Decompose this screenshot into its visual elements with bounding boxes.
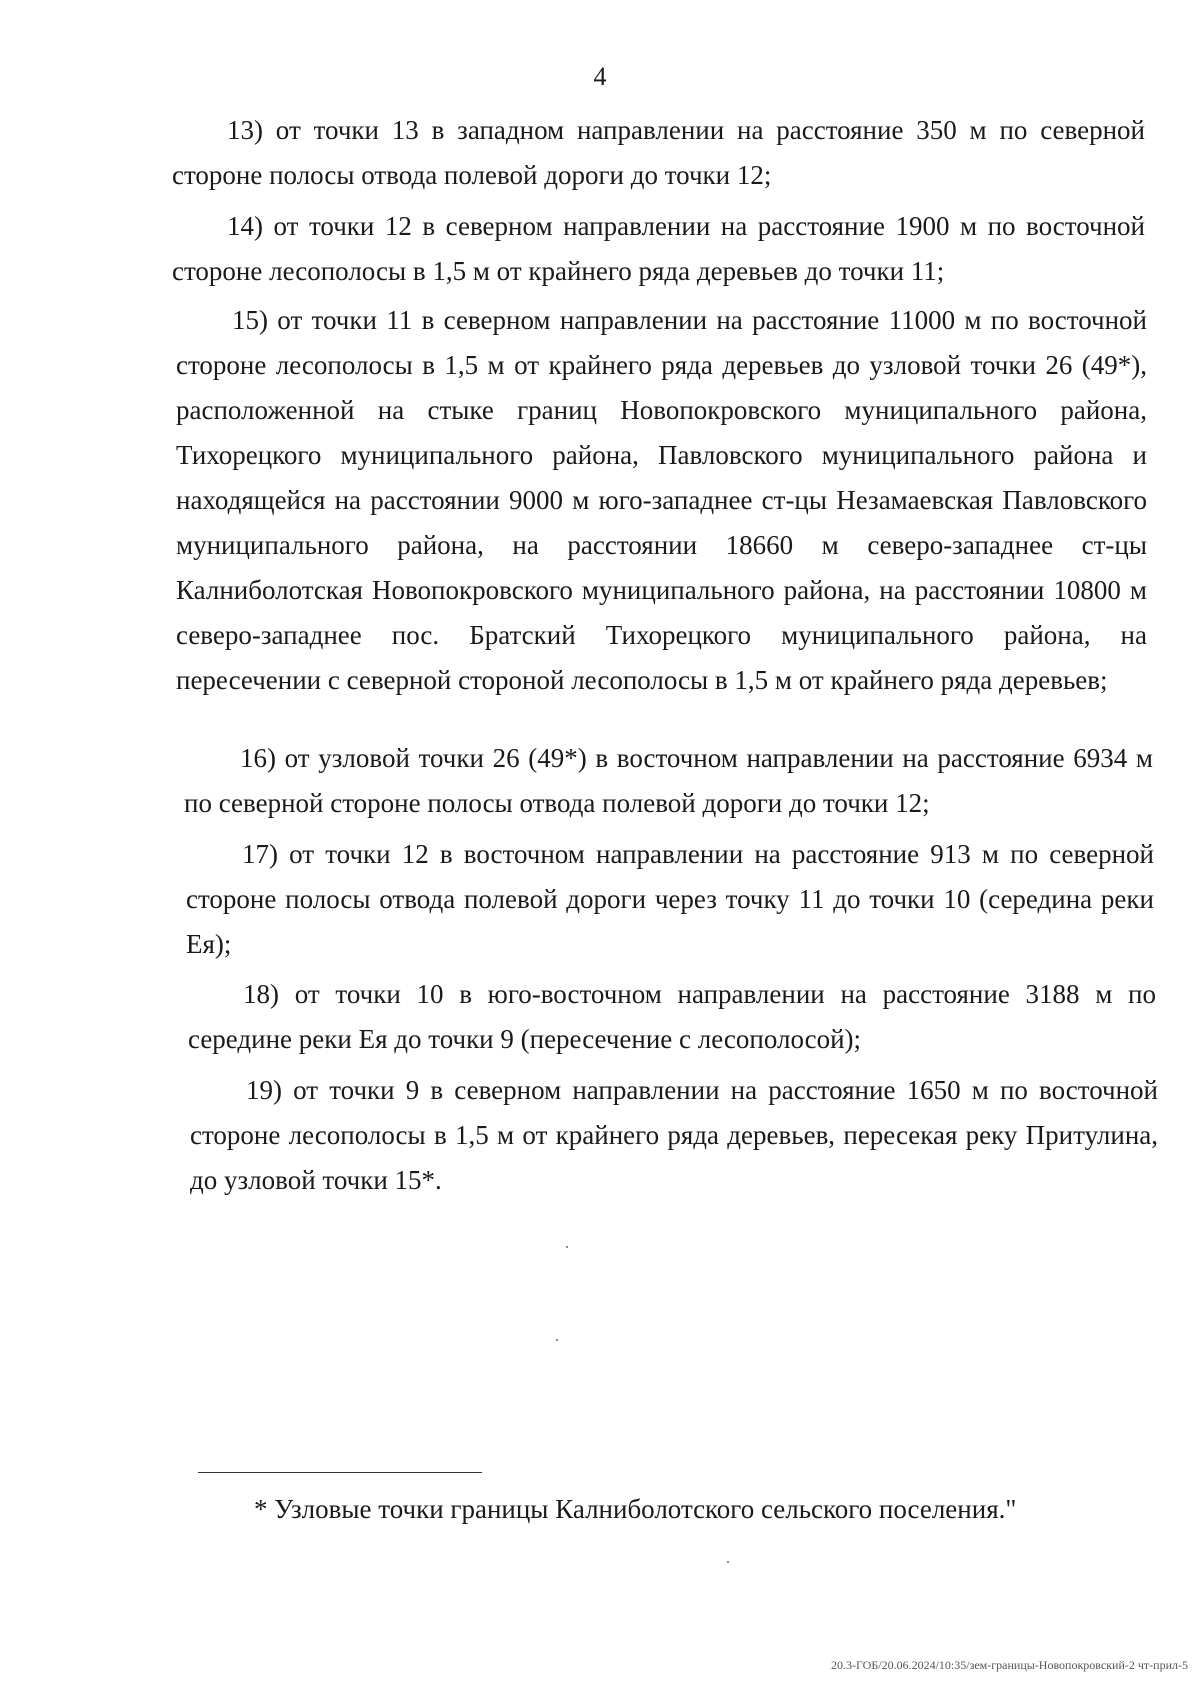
paragraph-19: 19) от точки 9 в северном направлении на расстояние 1650 м по восточной стороне лесополосы в 1,5 м от крайнего ряда деревьев, пересекая реку Притулина, до узловой точки 15*.	[190, 1075, 1158, 1195]
page-number: 4	[593, 62, 607, 91]
paragraph-18: 18) от точки 10 в юго-восточном направлении на расстояние 3188 м по середине реки Ея до точки 9 (пересечение с лесополосой);	[188, 979, 1156, 1054]
paragraph-16: 16) от узловой точки 26 (49*) в восточном направлении на расстояние 6934 м по северной стороне полосы отвода полевой дороги до точки 12;	[184, 743, 1153, 818]
paragraph-13: 13) от точки 13 в западном направлении на расстояние 350 м по северной стороне полосы отвода полевой дороги до точки 12;	[172, 115, 1145, 190]
scan-speck	[556, 1339, 558, 1341]
scan-speck	[566, 1246, 568, 1248]
paragraph-14: 14) от точки 12 в северном направлении на расстояние 1900 м по восточной стороне лесополосы в 1,5 м от крайнего ряда деревьев до точки 11;	[172, 211, 1145, 286]
document-footer-code: 20.3-ГОБ/20.06.2024/10:35/зем-границы-Новопокровский-2 чт-прил-5	[831, 1658, 1188, 1672]
paragraph-15: 15) от точки 11 в северном направлении на расстояние 11000 м по восточной стороне лесополосы в 1,5 м от крайнего ряда деревьев до узловой точки 26 (49*), расположенной на стыке границ Новопокровского муниципального района, Тихорецкого муниципального района, Павловского муниципального района и находящейся на расстоянии 9000 м юго-западнее ст-цы Незамаевская Павловского муниципального района, на расстоянии 18660 м северо-западнее ст-цы Калниболотская Новопокровского муниципального района, на расстоянии 10800 м северо-западнее пос. Братский Тихорецкого муниципального района, на пересечении с северной стороной лесополосы в 1,5 м от крайнего ряда деревьев;	[176, 305, 1147, 695]
paragraph-17: 17) от точки 12 в восточном направлении на расстояние 913 м по северной стороне полосы отвода полевой дороги через точку 11 до точки 10 (середина реки Ея);	[186, 839, 1154, 959]
footnote: * Узловые точки границы Калниболотского сельского поселения."	[254, 1494, 1017, 1524]
scan-speck	[727, 1561, 729, 1563]
footnote-divider	[198, 1472, 482, 1473]
